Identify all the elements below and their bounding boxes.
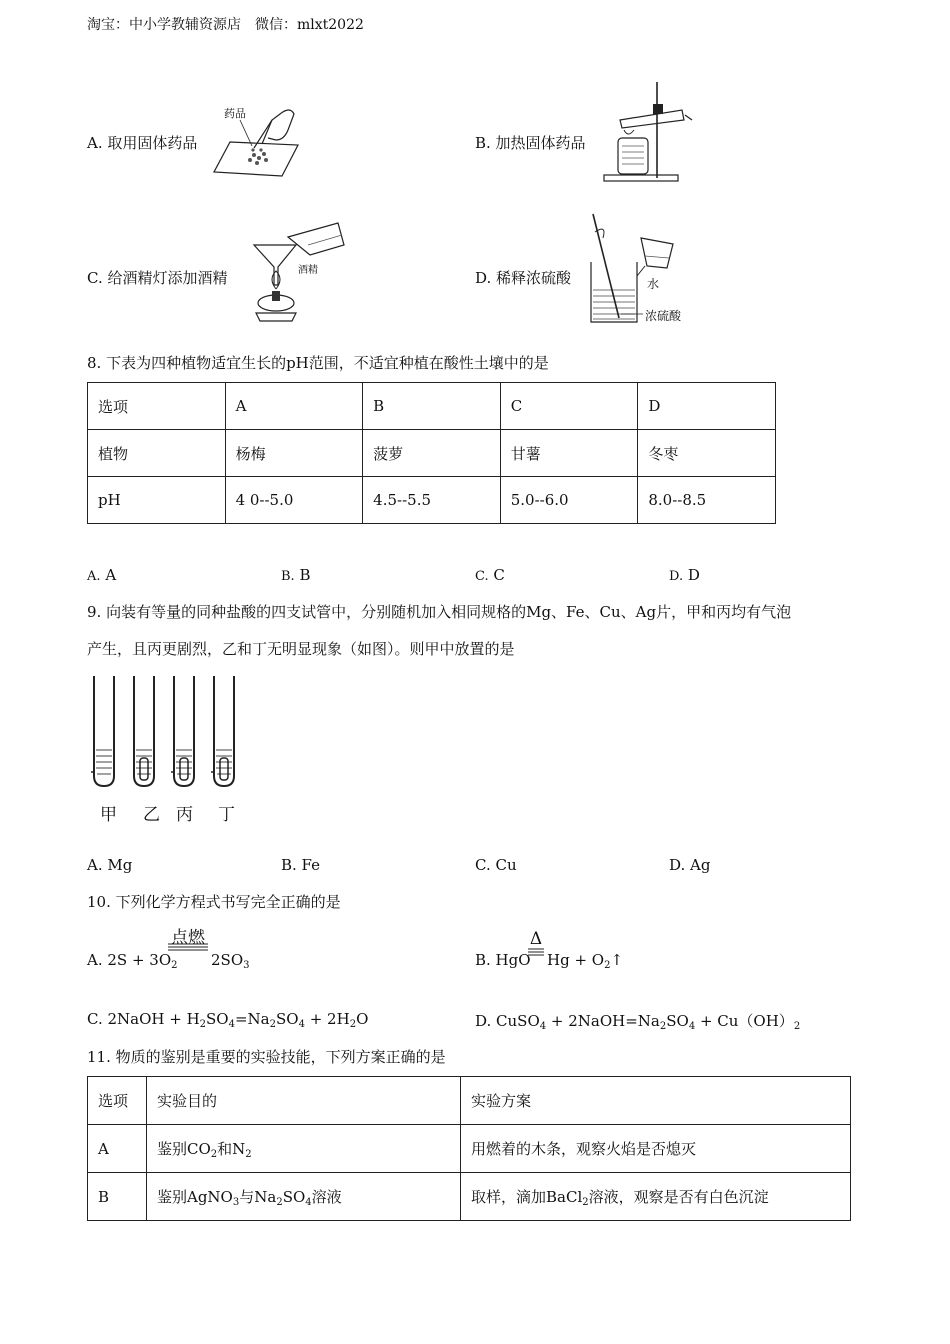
tube-label-jia: 甲: [100, 805, 117, 825]
q8-option-c: C. C: [475, 566, 505, 584]
q11-row-b-option: B: [88, 1173, 147, 1221]
alcohol-lamp-icon: [248, 215, 346, 327]
q8-cell: 杨梅: [225, 430, 363, 477]
q11-row-b-plan: 取样，滴加BaCl$_2$溶液，观察是否有白色沉淀: [461, 1173, 851, 1221]
q10-option-a-reactants: A. $2S + 3O_2$: [87, 951, 178, 971]
solid-reagent-icon: [210, 100, 300, 180]
reagent-label: 药品: [224, 107, 246, 120]
q11-header-option: 选项: [88, 1077, 147, 1125]
q10-option-b-condition: Δ: [529, 929, 543, 949]
q10-option-c: C. 2NaOH + $H_2SO_4=Na_2SO_4 + 2H_2O$: [87, 1010, 369, 1030]
q11-header-purpose: 实验目的: [147, 1077, 461, 1125]
q10-option-a-condition: 点燃: [171, 928, 205, 948]
acid-label: 浓硫酸: [645, 309, 682, 323]
q9-option-c: C. Cu: [475, 856, 517, 874]
q7-option-c: C. 给酒精灯添加酒精: [87, 269, 228, 287]
tube-label-bing: 丙: [176, 805, 193, 825]
q8-cell: 4 0--5.0: [225, 477, 363, 524]
q8-cell: C: [500, 383, 638, 430]
heating-tube-icon: [600, 80, 695, 185]
q9-stem-line1: 9. 向装有等量的同种盐酸的四支试管中，分别随机加入相同规格的Mg、Fe、Cu、Ag片，甲和丙均有气泡: [87, 603, 792, 621]
tube-label-ding: 丁: [218, 805, 235, 825]
q11-header-row: [88, 1077, 851, 1125]
table-row: [88, 430, 776, 477]
q8-option-a: A. A: [87, 566, 117, 584]
q9-stem-line2: 产生，且丙更剧烈，乙和丁无明显现象（如图）。则甲中放置的是: [87, 640, 515, 658]
q8-option-d: D. D: [669, 566, 700, 584]
q7-option-a: A. 取用固体药品: [87, 134, 198, 152]
q8-option-b: B. B: [281, 566, 311, 584]
page-header: 淘宝：中小学教辅资源店 微信：mlxt2022: [87, 17, 364, 33]
q8-table: [87, 382, 776, 524]
q8-cell: 5.0--6.0: [500, 477, 638, 524]
q9-option-a: A. Mg: [87, 856, 133, 874]
table-row: [88, 1125, 851, 1173]
q11-row-a-plan: 用燃着的木条，观察火焰是否熄灭: [461, 1125, 851, 1173]
q10-option-b-reactant: B. HgO: [475, 951, 531, 969]
q10-option-b-equals: [528, 948, 544, 956]
q7-option-b: B. 加热固体药品: [475, 134, 586, 152]
q11-header-plan: 实验方案: [461, 1077, 851, 1125]
q11-row-a-purpose: 鉴别$CO_2$和$N_2$: [147, 1125, 461, 1173]
q8-header-row: [88, 383, 776, 430]
tube-label-yi: 乙: [143, 805, 160, 825]
q9-option-d: D. Ag: [669, 856, 711, 874]
q11-stem: 11. 物质的鉴别是重要的实验技能，下列方案正确的是: [87, 1048, 446, 1066]
q9-option-b: B. Fe: [281, 856, 321, 874]
q8-cell: 4.5--5.5: [363, 477, 501, 524]
q10-option-a-equals: [168, 943, 208, 951]
alcohol-label: 酒精: [298, 265, 318, 276]
water-label: 水: [647, 277, 660, 291]
q10-stem: 10. 下列化学方程式书写完全正确的是: [87, 893, 341, 911]
table-row: [88, 1173, 851, 1221]
q10-option-b-product: $Hg + O_2↑$: [547, 951, 624, 971]
q11-row-a-option: A: [88, 1125, 147, 1173]
q11-table: [87, 1076, 851, 1221]
q8-cell: 植物: [88, 430, 226, 477]
q8-cell: 冬枣: [638, 430, 776, 477]
q7-option-d: D. 稀释浓硫酸: [475, 269, 572, 287]
q8-cell: pH: [88, 477, 226, 524]
q8-cell: 菠萝: [363, 430, 501, 477]
q11-row-b-purpose: 鉴别AgNO$_3$与$Na_2SO_4$溶液: [147, 1173, 461, 1221]
q8-cell: 8.0--8.5: [638, 477, 776, 524]
test-tubes-figure: [88, 672, 248, 792]
q8-cell: 甘薯: [500, 430, 638, 477]
table-row: [88, 477, 776, 524]
dilution-beaker-icon: [585, 210, 695, 328]
q10-option-d: D. CuSO$_4$ + $2NaOH=Na_2SO_4 + Cu(OH)_2$: [475, 1012, 801, 1032]
q8-cell: 选项: [88, 383, 226, 430]
q10-option-a-product: $2SO_3$: [211, 951, 250, 971]
q8-cell: D: [638, 383, 776, 430]
q8-cell: B: [363, 383, 501, 430]
q8-cell: A: [225, 383, 363, 430]
q8-stem: 8. 下表为四种植物适宜生长的pH范围，不适宜种植在酸性土壤中的是: [87, 354, 549, 372]
